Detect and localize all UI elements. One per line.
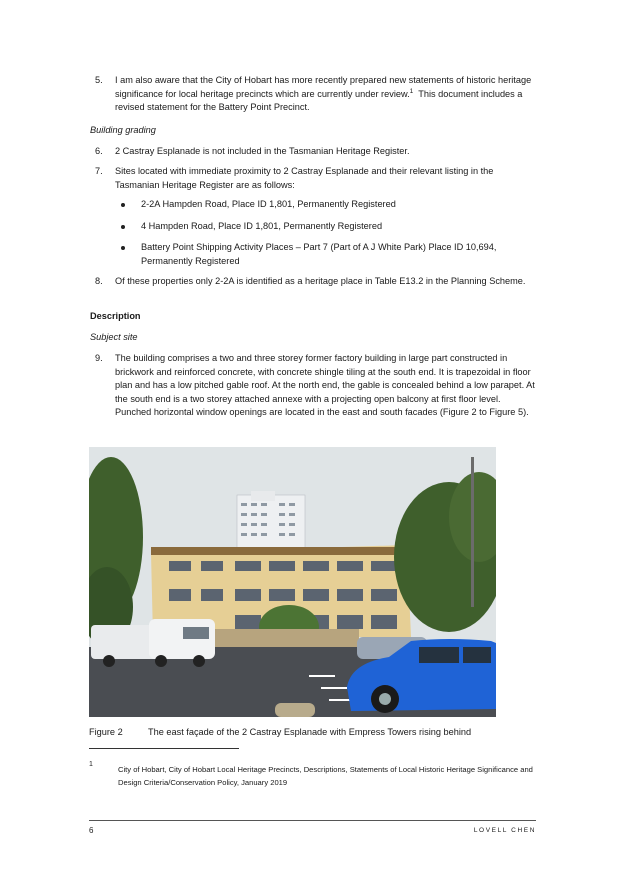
- footer-rule: [89, 820, 536, 821]
- para-8-number: 8.: [95, 276, 103, 286]
- bullet-item: Battery Point Shipping Activity Places – Part 7 (Part of A J White Park) Place ID 10,694, Permanently Registered: [141, 242, 497, 266]
- para-5: [115, 74, 535, 115]
- bullet-marker: [121, 203, 125, 207]
- para-8-text: Of these properties only 2-2A is identified as a heritage place in Table E13.2 in the Planning Scheme.: [115, 276, 526, 286]
- para-5-number: 5.: [95, 75, 103, 85]
- para-7-text: Sites located with immediate proximity to 2 Castray Esplanade and their relevant listing in the Tasmanian Heritage Register are as follows:: [115, 166, 494, 190]
- bullet-item: 4 Hampden Road, Place ID 1,801, Permanently Registered: [141, 221, 383, 231]
- footnote-ref-1[interactable]: 1: [409, 87, 414, 95]
- para-6-text: 2 Castray Esplanade is not included in the Tasmanian Heritage Register.: [115, 146, 410, 156]
- bullet-marker: [121, 225, 125, 229]
- para-6-number: 6.: [95, 146, 103, 156]
- figure-label: Figure 2: [89, 727, 123, 737]
- heading-description: Description: [90, 311, 141, 321]
- page-number: 6: [89, 826, 94, 835]
- footnote-text: City of Hobart, City of Hobart Local Heritage Precincts, Descriptions, Statements of Local Historic Heritage Significance and Design Criteria/Conservation Policy, January 2019: [118, 765, 533, 787]
- para-5-text: I am also aware that the City of Hobart has more recently prepared new statements of historic heritage significance for local heritage precincts which are currently under review.: [115, 75, 532, 99]
- figure-caption: The east façade of the 2 Castray Esplanade with Empress Towers rising behind: [148, 727, 472, 737]
- figure-2-photo: [89, 447, 496, 717]
- para-9-number: 9.: [95, 353, 103, 363]
- para-7-number: 7.: [95, 166, 103, 176]
- para-5-text-after: This document includes a revised statement for the Battery Point Precinct.: [115, 88, 523, 113]
- bullet-item: 2-2A Hampden Road, Place ID 1,801, Permanently Registered: [141, 199, 396, 209]
- footer-brand: LOVELL CHEN: [473, 827, 536, 834]
- heading-subject-site: Subject site: [90, 332, 138, 342]
- bullet-marker: [121, 246, 125, 250]
- heading-building-grading: Building grading: [90, 125, 156, 135]
- para-9-text: The building comprises a two and three storey former factory building in large part constructed in brickwork and reinforced concrete, with concrete shingle tiling at the south end. It is trapezoidal in floor plan and has a low pitched gable roof. At the north end, the gable is concealed behind a low parapet. At the south end is a two storey attached annexe with a projecting open balcony at first floor level. Punched horizontal window openings are located in the east and south facades (Figure 2 to Figure 5).: [115, 353, 535, 418]
- footnote-number: 1: [89, 761, 93, 768]
- footnote-separator: [89, 748, 239, 749]
